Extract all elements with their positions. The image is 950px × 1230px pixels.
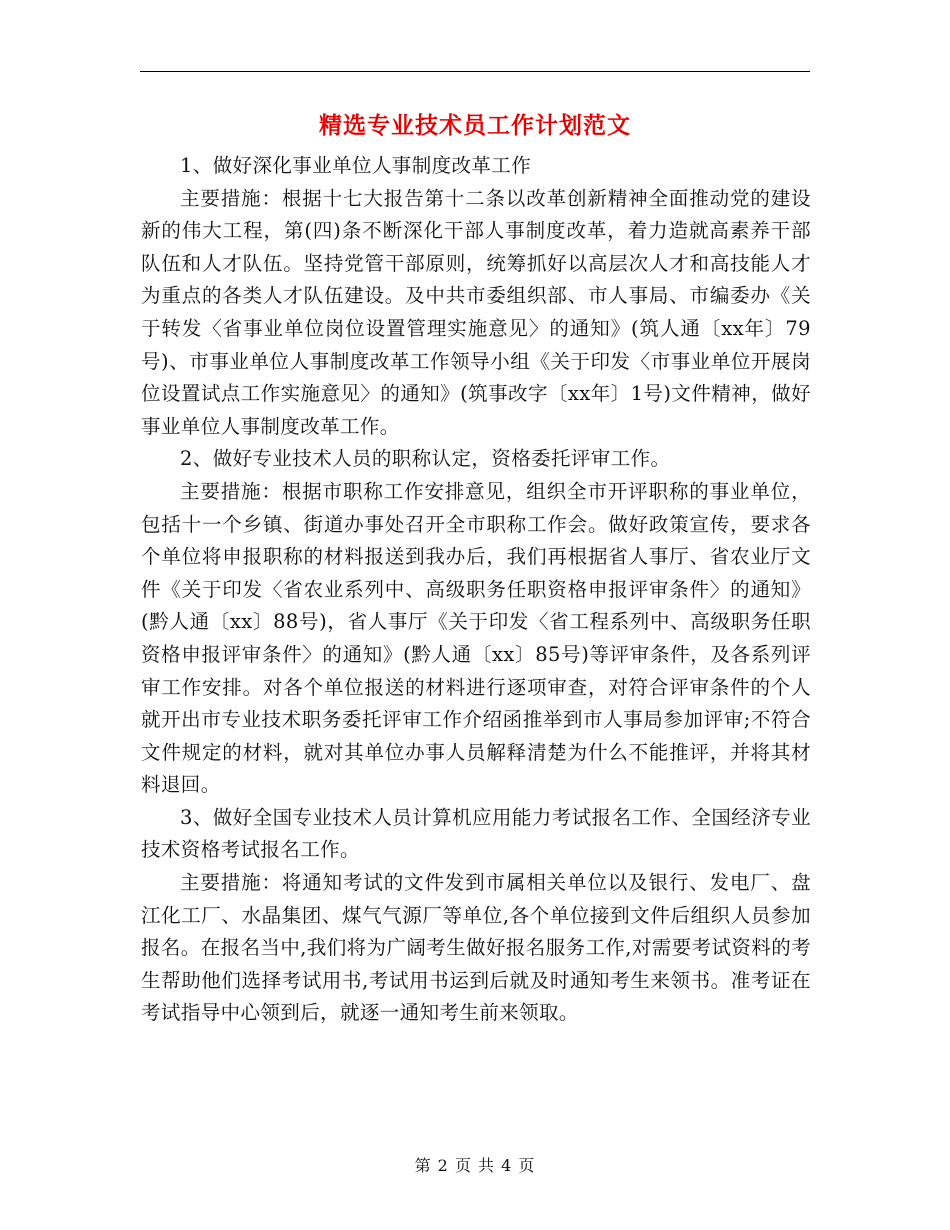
section-heading-1: 1、做好深化事业单位人事制度改革工作 (180, 154, 532, 177)
document-body (141, 150, 811, 1030)
header-rule (140, 71, 810, 72)
page-footer: 第 2 页 共 4 页 (414, 1156, 536, 1175)
section-measures-3: 主要措施：将通知考试的文件发到市属相关单位以及银行、发电厂、盘江化工厂、水晶集团、煤气气源厂等单位,各个单位接到文件后组织人员参加报名。在报名当中,我们将为广阔考生做好报名服务工作,对需要考试资料的考生帮助他们选择考试用书,考试用书运到后就及时通知考生来领书。准考证在考试指导中心领到后，就逐一通知考生前来领取。 (141, 871, 811, 1025)
section-heading-3: 3、做好全国专业技术人员计算机应用能力考试报名工作、全国经济专业技术资格考试报名工作。 (141, 805, 811, 862)
document-title: 精选专业技术员工作计划范文 (319, 112, 631, 139)
section-heading-2: 2、做好专业技术人员的职称认定，资格委托评审工作。 (180, 447, 671, 471)
section-measures-2: 主要措施：根据市职称工作安排意见，组织全市开评职称的事业单位，包括十一个乡镇、街道办事处召开全市职称工作会。做好政策宣传，要求各个单位将申报职称的材料报送到我办后，我们再根据省人事厅、省农业厅文件《关于印发〈省农业系列中、高级职务任职资格申报评审条件〉的通知》(黔人通〔xx〕88号)，省人事厅《关于印发〈省工程系列中、高级职务任职资格申报评审条件〉的通知》(黔人通〔xx〕85号)等评审条件，及各系列评审工作安排。对各个单位报送的材料进行逐项审查，对符合评审条件的个人就开出市专业技术职务委托评审工作介绍函推举到市人事局参加评审;不符合文件规定的材料，就对其单位办事人员解释清楚为什么不能推评，并将其材料退回。 (141, 479, 811, 797)
section-measures-1: 主要措施：根据十七大报告第十二条以改革创新精神全面推动党的建设新的伟大工程，第(四)条不断深化干部人事制度改革，着力造就高素养干部队伍和人才队伍。坚持党管干部原则，统筹抓好以高层次人才和高技能人才为重点的各类人才队伍建设。及中共市委组织部、市人事局、市编委办《关于转发〈省事业单位岗位设置管理实施意见〉的通知》(筑人通〔xx年〕79号)、市事业单位人事制度改革工作领导小组《关于印发〈市事业单位开展岗位设置试点工作实施意见〉的通知》(筑事改字〔xx年〕1号)文件精神，做好事业单位人事制度改革工作。 (141, 186, 811, 438)
